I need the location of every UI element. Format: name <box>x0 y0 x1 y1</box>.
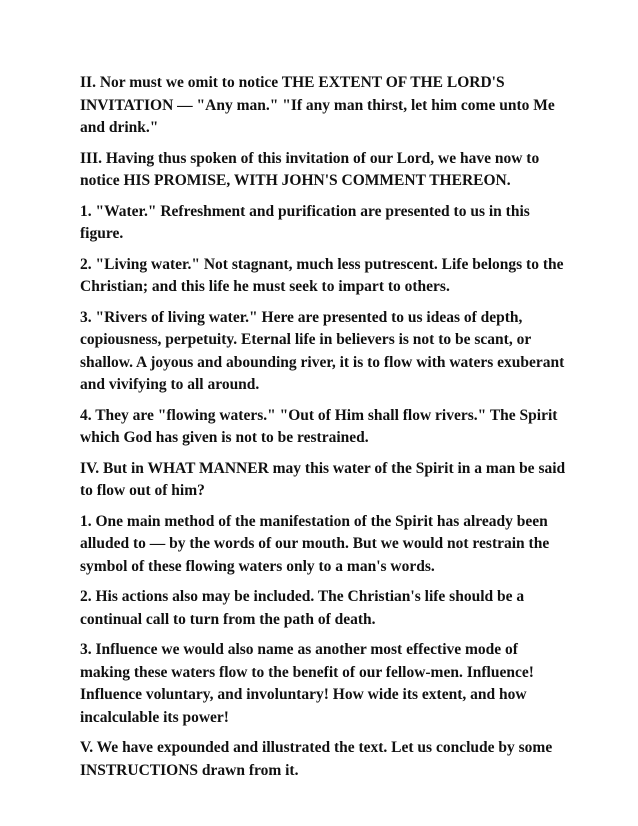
paragraph-living-water: 2. "Living water." Not stagnant, much less putrescent. Life belongs to the Christian; and this life he must seek to impart to others. <box>80 255 564 295</box>
paragraph-section-ii: II. Nor must we omit to notice THE EXTENT OF THE LORD'S INVITATION — "Any man." "If any man thirst, let him come unto Me and drink." <box>80 74 555 136</box>
paragraph-influence: 3. Influence we would also name as another most effective mode of making these waters flow to the benefit of our fellow-men. Influence! Influence voluntary, and involuntary! How wide its extent, and how incalculable its power! <box>80 641 534 726</box>
paragraph-section-iii: III. Having thus spoken of this invitation of our Lord, we have now to notice HIS PROMISE, WITH JOHN'S COMMENT THEREON. <box>80 149 540 189</box>
paragraph-words: 1. One main method of the manifestation of the Spirit has already been alluded to — by the words of our mouth. But we would not restrain the symbol of these flowing waters only to a man's words. <box>80 512 550 575</box>
paragraph-actions: 2. His actions also may be included. The Christian's life should be a continual call to turn from the path of death. <box>80 588 525 628</box>
paragraph-rivers-of-living-water: 3. "Rivers of living water." Here are presented to us ideas of depth, copiousness, perpetuity. Eternal life in believers is not to be scant, or shallow. A joyous and abounding river, it is to flow with waters exuberant and vivifying to all around. <box>80 308 565 393</box>
paragraph-flowing-waters: 4. They are "flowing waters." "Out of Him shall flow rivers." The Spirit which God has given is not to be restrained. <box>80 406 558 446</box>
paragraph-section-iv: IV. But in WHAT MANNER may this water of the Spirit in a man be said to flow out of him? <box>80 459 566 499</box>
paragraph-section-v: V. We have expounded and illustrated the text. Let us conclude by some INSTRUCTIONS drawn from it. <box>80 739 553 779</box>
paragraph-water: 1. "Water." Refreshment and purification are presented to us in this figure. <box>80 202 530 242</box>
document-page <box>80 72 570 790</box>
